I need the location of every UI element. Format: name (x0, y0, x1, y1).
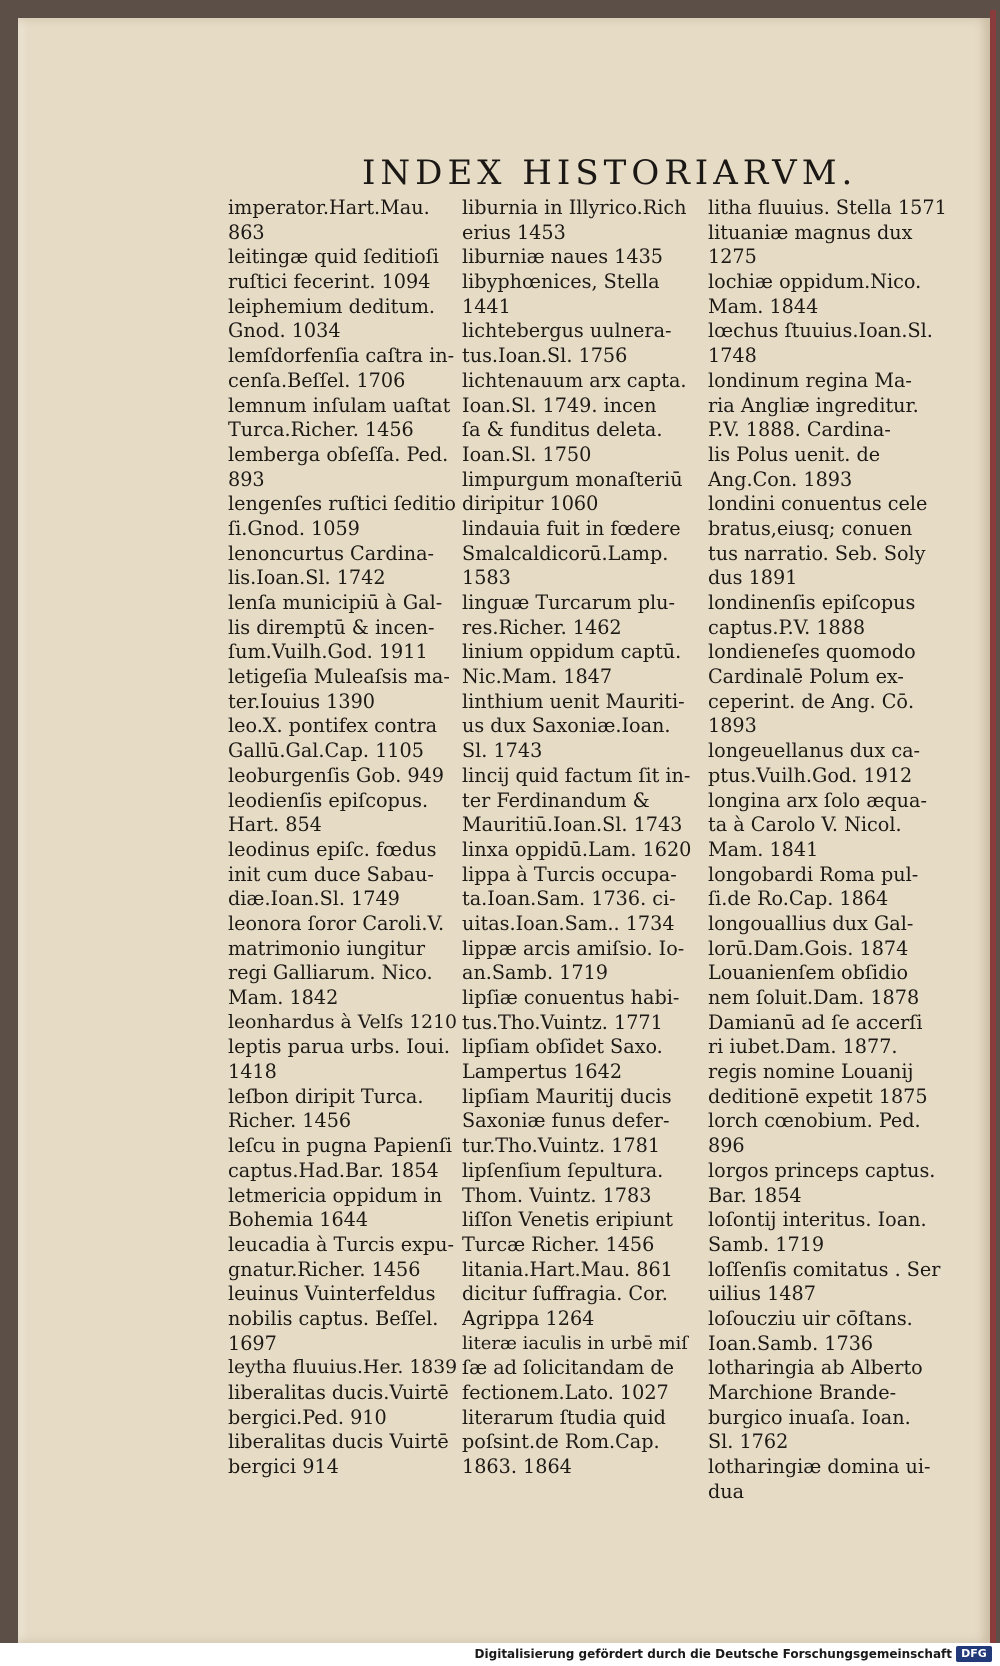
index-entry-line: liſſon Venetis eripiunt (462, 1208, 673, 1232)
index-entry-line: linthium uenit Mauriti- (462, 689, 685, 713)
index-entry-line: leonora ſoror Caroli.V. (228, 911, 445, 935)
index-entry-line: lemberga obſeſſa. Ped. (228, 442, 449, 466)
index-column-3 (708, 196, 958, 1504)
index-entry-line: lichtenauum arx capta. (462, 368, 687, 392)
index-entry-line: leſcu in pugna Papienſi (228, 1134, 453, 1158)
index-entry-line: ruſtici fecerint. 1094 (228, 270, 431, 294)
index-entry-line: Marchione Brande- (708, 1381, 897, 1404)
page-heading: INDEX HISTORIARVM. (362, 153, 858, 193)
index-entry-line: gnatur.Richer. 1456 (228, 1257, 421, 1281)
index-entry-line: Saxoniæ funus defer- (462, 1109, 670, 1133)
index-entry-line: lorū.Dam.Gois. 1874 (708, 936, 909, 960)
index-entry-line: longeuellanus dux ca- (708, 739, 920, 763)
index-entry-line: 1863. 1864 (462, 1455, 572, 1479)
index-entry-line: londinenſis epiſcopus (708, 591, 916, 614)
index-entry-line: 1893 (708, 714, 757, 738)
index-entry-line: 863 (228, 220, 265, 244)
index-column-1 (228, 196, 458, 1480)
index-entry-line: literæ iaculis in urbē miſ (462, 1332, 688, 1354)
book-edge (990, 10, 996, 1650)
index-entry-line: Samb. 1719 (708, 1232, 825, 1256)
index-entry-line: init cum duce Sabau- (228, 862, 434, 886)
index-entry-line: Turcæ Richer. 1456 (462, 1232, 655, 1256)
index-entry-line: Damianū ad ſe accerſi (708, 1010, 923, 1034)
index-entry-line: dicitur ſuffragia. Cor. (462, 1282, 668, 1306)
index-entry-line: litha fluuius. Stella 1571 (708, 196, 947, 219)
index-entry-line: literarum ſtudia quid (462, 1405, 666, 1429)
index-entry-line: londini conuentus cele (708, 492, 928, 516)
index-entry-line: lemnum inſulam uaſtat (228, 393, 451, 417)
index-entry-line: tus.Tho.Vuintz. 1771 (462, 1010, 663, 1034)
index-entry-line: Bohemia 1644 (228, 1208, 369, 1232)
index-entry-line: lotharingiæ domina ui- (708, 1455, 931, 1479)
index-entry-line: lorch cœnobium. Ped. (708, 1109, 921, 1133)
index-entry-line: diripitur 1060 (462, 492, 599, 516)
footer-bar (0, 1643, 1000, 1666)
index-entry-line: Ioan.Samb. 1736 (708, 1331, 874, 1355)
index-entry-line: regis nomine Louanij (708, 1060, 914, 1084)
digitization-note: Digitalisierung gefördert durch die Deutsche Forschungsgemeinschaft (474, 1647, 952, 1661)
index-entry-line: Nic.Mam. 1847 (462, 665, 613, 689)
index-entry-line: bergici.Ped. 910 (228, 1405, 387, 1429)
index-entry-line: linguæ Turcarum plu- (462, 591, 676, 614)
index-entry-line: longobardi Roma pul- (708, 862, 919, 886)
index-entry-line: Agrippa 1264 (462, 1306, 595, 1330)
index-entry-line: loſoucziu uir cōſtans. (708, 1306, 913, 1330)
index-entry-line: lœchus ſtuuius.Ioan.Sl. (708, 319, 933, 343)
index-entry-line: leuinus Vuinterfeldus (228, 1282, 436, 1306)
index-entry-line: Smalcaldicorū.Lamp. (462, 541, 669, 565)
index-entry-line: leo.X. pontifex contra (228, 714, 438, 738)
index-entry-line: leodinus epiſc. fœdus (228, 837, 437, 861)
index-entry-line: Hart. 854 (228, 813, 322, 837)
index-entry-line: ſæ ad ſolicitandam de (462, 1356, 675, 1380)
index-entry-line: dua (708, 1479, 745, 1503)
index-entry-line: lorgos princeps captus. (708, 1158, 936, 1182)
index-entry-line: 1748 (708, 344, 757, 368)
index-entry-line: 1441 (462, 294, 511, 318)
index-entry-line: poſsint.de Rom.Cap. (462, 1430, 660, 1454)
index-entry-line: linium oppidum captū. (462, 640, 682, 664)
index-entry-line: uitas.Ioan.Sam.. 1734 (462, 911, 675, 935)
index-entry-line: letigeſia Muleaſsis ma- (228, 665, 450, 689)
index-entry-line: Gallū.Gal.Cap. 1105 (228, 739, 424, 763)
index-entry-line: tus narratio. Seb. Soly (708, 541, 926, 565)
index-entry-line: P.V. 1888. Cardina- (708, 418, 891, 442)
index-entry-line: leytha fluuius.Her. 1839 (228, 1357, 458, 1379)
dfg-logo-icon (956, 1646, 992, 1662)
index-entry-line: bergici 914 (228, 1455, 339, 1479)
index-entry-line: res.Richer. 1462 (462, 615, 622, 639)
index-entry-line: bratus,eiusq; conuen (708, 516, 913, 540)
index-entry-line: lengenſes ruſtici ſeditio (228, 492, 456, 516)
index-entry-line: 896 (708, 1134, 745, 1158)
index-entry-line: Sl. 1762 (708, 1430, 789, 1454)
index-entry-line: liburnia in Illyrico.Rich (462, 196, 687, 219)
index-entry-line: lipſiæ conuentus habi- (462, 986, 680, 1009)
index-column-2 (462, 196, 692, 1480)
index-entry-line: Mam. 1841 (708, 837, 819, 861)
index-entry-line: lindauia fuit in fœdere (462, 516, 681, 540)
index-entry-line: deditionē expetit 1875 (708, 1084, 928, 1108)
index-entry-line: longina arx ſolo æqua- (708, 788, 927, 812)
index-entry-line: ſi.de Ro.Cap. 1864 (708, 887, 889, 911)
index-entry-line: lis diremptū & incen- (228, 615, 435, 639)
index-entry-line: leonhardus à Velſs 1210 (228, 1011, 458, 1033)
index-entry-line: litania.Hart.Mau. 861 (462, 1257, 673, 1281)
index-entry-line: imperator.Hart.Mau. (228, 196, 430, 219)
index-entry-line: uilius 1487 (708, 1282, 816, 1306)
dfg-logo-text: DFG (961, 1647, 987, 1660)
index-entry-line: dus 1891 (708, 566, 798, 590)
index-entry-line: leiphemium deditum. (228, 294, 436, 318)
index-entry-line: erius 1453 (462, 220, 566, 244)
index-entry-line: ter Ferdinandum & (462, 788, 650, 812)
index-entry-line: leoburgenſis Gob. 949 (228, 763, 445, 787)
index-entry-line: ter.Iouius 1390 (228, 689, 375, 713)
index-entry-line: 1418 (228, 1060, 277, 1084)
index-entry-line: ria Angliæ ingreditur. (708, 393, 919, 417)
index-entry-line: Mam. 1844 (708, 294, 819, 318)
index-entry-line: leitingæ quid ſeditioſi (228, 245, 439, 269)
index-entry-line: 893 (228, 467, 265, 491)
index-entry-line: burgico inuaſa. Ioan. (708, 1405, 911, 1429)
index-entry-line: liburniæ naues 1435 (462, 245, 664, 269)
index-entry-line: Lampertus 1642 (462, 1060, 623, 1084)
index-entry-line: 1275 (708, 245, 757, 269)
index-entry-line: Mauritiū.Ioan.Sl. 1743 (462, 813, 683, 837)
index-entry-line: lituaniæ magnus dux (708, 220, 913, 244)
index-entry-line: londinum regina Ma- (708, 368, 912, 392)
index-entry-line: ſum.Vuilh.God. 1911 (228, 640, 428, 664)
index-entry-line: Thom. Vuintz. 1783 (462, 1183, 652, 1207)
index-entry-line: loſontij interitus. Ioan. (708, 1208, 927, 1232)
index-entry-line: leodienſis epiſcopus. (228, 788, 429, 812)
index-entry-line: cenſa.Beſſel. 1706 (228, 368, 406, 392)
index-entry-line: lenſa municipiū à Gal- (228, 591, 443, 614)
index-entry-line: tur.Tho.Vuintz. 1781 (462, 1134, 661, 1158)
index-entry-line: Ang.Con. 1893 (708, 467, 853, 491)
index-entry-line: diæ.Ioan.Sl. 1749 (228, 887, 400, 911)
index-entry-line: Mam. 1842 (228, 986, 339, 1009)
index-entry-line: lis.Ioan.Sl. 1742 (228, 566, 386, 590)
index-entry-line: longouallius dux Gal- (708, 911, 914, 935)
index-entry-line: 1697 (228, 1331, 277, 1355)
index-entry-line: lis Polus uenit. de (708, 442, 881, 466)
index-entry-line: leucadia à Turcis expu- (228, 1232, 454, 1256)
index-entry-line: tus.Ioan.Sl. 1756 (462, 344, 628, 368)
index-entry-line: lemſdorfenſia caſtra in- (228, 344, 455, 368)
index-entry-line: fectionem.Lato. 1027 (462, 1381, 669, 1404)
index-entry-line: leptis parua urbs. Ioui. (228, 1035, 450, 1059)
index-entry-line: Ioan.Sl. 1749. incen (462, 393, 657, 417)
index-entry-line: libyphœnices, Stella (462, 270, 660, 294)
index-entry-line: 1583 (462, 566, 511, 590)
index-entry-line: linxa oppidū.Lam. 1620 (462, 837, 692, 861)
index-entry-line: lichtebergus uulnera- (462, 319, 672, 343)
index-entry-line: lipſiam obſidet Saxo. (462, 1035, 663, 1059)
index-entry-line: Bar. 1854 (708, 1183, 802, 1207)
index-entry-line: ta.Ioan.Sam. 1736. ci- (462, 887, 676, 911)
index-entry-line: ceperint. de Ang. Cō. (708, 689, 915, 713)
index-entry-line: lipſenſium ſepultura. (462, 1158, 664, 1182)
index-entry-line: ptus.Vuilh.God. 1912 (708, 763, 913, 787)
index-entry-line: ſi.Gnod. 1059 (228, 516, 360, 540)
index-entry-line: limpurgum monaſteriū (462, 467, 683, 491)
index-entry-line: loſſenſis comitatus . Ser (708, 1257, 941, 1281)
index-entry-line: liberalitas ducis Vuirtē (228, 1430, 449, 1454)
index-entry-line: nem ſoluit.Dam. 1878 (708, 986, 920, 1009)
index-entry-line: captus.P.V. 1888 (708, 615, 866, 639)
index-entry-line: Turca.Richer. 1456 (228, 418, 414, 442)
index-entry-line: captus.Had.Bar. 1854 (228, 1158, 439, 1182)
index-entry-line: regi Galliarum. Nico. (228, 961, 433, 985)
index-entry-line: matrimonio iungitur (228, 936, 426, 960)
index-entry-line: Cardinalē Polum ex- (708, 665, 904, 689)
index-entry-line: ſa & funditus deleta. (462, 418, 663, 442)
index-entry-line: lincij quid factum ſit in- (462, 763, 691, 787)
index-entry-line: nobilis captus. Beſſel. (228, 1306, 439, 1330)
index-entry-line: lenoncurtus Cardina- (228, 541, 435, 565)
index-entry-line: liberalitas ducis.Vuirtē (228, 1381, 449, 1404)
index-entry-line: ta à Carolo V. Nicol. (708, 813, 902, 837)
index-entry-line: leſbon diripit Turca. (228, 1084, 424, 1108)
index-entry-line: Sl. 1743 (462, 739, 543, 763)
index-entry-line: letmericia oppidum in (228, 1183, 443, 1207)
index-entry-line: Louanienſem obſidio (708, 961, 909, 985)
index-entry-line: Richer. 1456 (228, 1109, 352, 1133)
index-entry-line: lippæ arcis amiſsio. Io- (462, 936, 685, 960)
index-entry-line: lipſiam Mauritij ducis (462, 1084, 672, 1108)
index-entry-line: Ioan.Sl. 1750 (462, 442, 592, 466)
index-entry-line: Gnod. 1034 (228, 319, 341, 343)
index-entry-line: lippa à Turcis occupa- (462, 862, 677, 886)
index-entry-line: lochiæ oppidum.Nico. (708, 270, 922, 294)
index-entry-line: lotharingia ab Alberto (708, 1356, 923, 1380)
index-entry-line: an.Samb. 1719 (462, 961, 608, 985)
index-entry-line: us dux Saxoniæ.Ioan. (462, 714, 671, 738)
index-entry-line: londieneſes quomodo (708, 640, 916, 664)
index-entry-line: ri iubet.Dam. 1877. (708, 1035, 898, 1059)
